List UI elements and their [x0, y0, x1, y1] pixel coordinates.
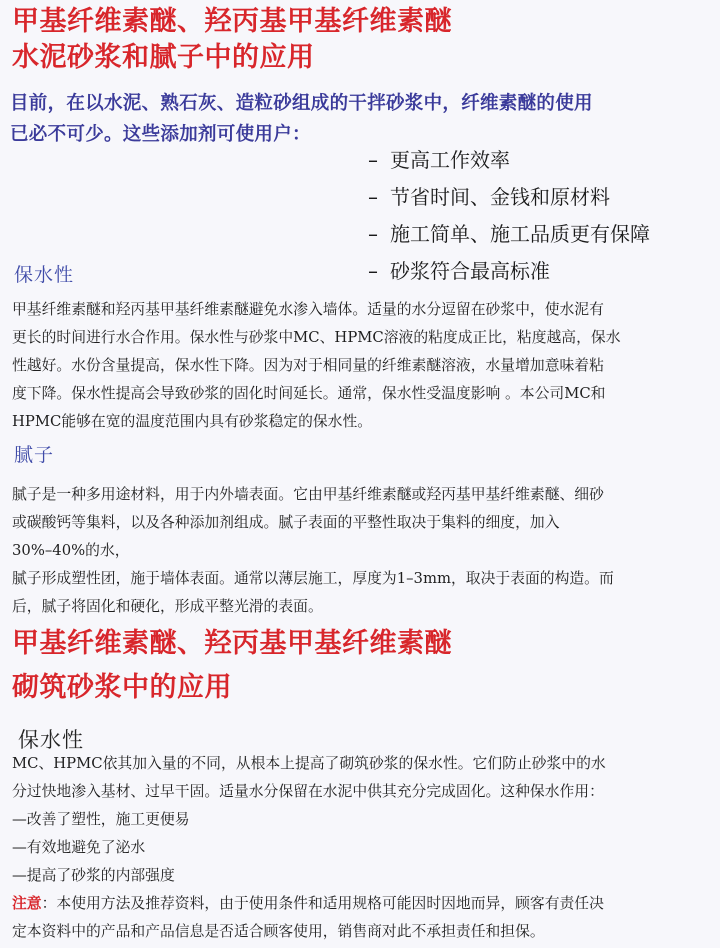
paragraph-line: 性越好。水份含量提高，保水性下降。因为对于相同量的纤维素醚溶液，水量增加意味着粘	[12, 357, 604, 374]
intro-line: 目前，在以水泥、熟石灰、造粒砂组成的干拌砂浆中，纤维素醚的使用	[10, 93, 593, 114]
dash-marker: –	[368, 148, 378, 172]
note-line: 定本资料中的产品和产品信息是否适合顾客使用，销售商对此不承担责任和担保。	[12, 923, 545, 940]
section2-title-line1: 甲基纤维素醚、羟丙基甲基纤维素醚	[12, 628, 452, 659]
note-line	[12, 890, 710, 918]
benefits-list	[368, 142, 650, 290]
paragraph-line: HPMC能够在宽的温度范围内具有砂浆稳定的保水性。	[12, 413, 373, 430]
water-retention-heading: 保水性	[14, 264, 75, 286]
benefit-item	[368, 142, 650, 179]
benefit-text: 节省时间、金钱和原材料	[390, 185, 610, 209]
benefit-text: 砂浆符合最高标准	[390, 259, 550, 283]
dash-marker: –	[368, 259, 378, 283]
note-text: ：本使用方法及推荐资料，由于使用条件和适用规格可能因时因地而异，顾客有责任决	[41, 895, 604, 912]
paragraph-line: —有效地避免了泌水	[12, 839, 146, 856]
paragraph-line: 更长的时间进行水合作用。保水性与砂浆中MC、HPMC溶液的粘度成正比，粘度越高，保水	[12, 329, 621, 346]
section1-title-line1: 甲基纤维素醚、羟丙基甲基纤维素醚	[12, 6, 452, 37]
paragraph-line: 腻子形成塑性团，施于墙体表面。通常以薄层施工，厚度为1–3mm，取决于表面的构造。而	[12, 570, 614, 587]
intro-line: 已必不可少。这些添加剂可使用户：	[10, 124, 311, 145]
benefit-item	[368, 179, 650, 216]
masonry-paragraph	[12, 750, 710, 946]
intro-paragraph	[10, 88, 710, 150]
benefit-item	[368, 216, 650, 253]
paragraph-line: 分过快地渗入基材、过早干固。适量水分保留在水泥中供其充分完成固化。这种保水作用：	[12, 783, 604, 800]
note-label: 注意	[12, 895, 42, 912]
masonry-water-retention-heading: 保水性	[18, 728, 84, 752]
putty-paragraph	[12, 481, 710, 621]
paragraph-line: 或碳酸钙等集料，以及各种添加剂组成。腻子表面的平整性取决于集料的细度，加入	[12, 514, 560, 531]
dash-marker: –	[368, 222, 378, 246]
paragraph-line: —提高了砂浆的内部强度	[12, 867, 175, 884]
paragraph-line: 腻子是一种多用途材料，用于内外墙表面。它由甲基纤维素醚或羟丙基甲基纤维素醚、细砂	[12, 486, 604, 503]
dash-marker: –	[368, 185, 378, 209]
section2-title-line2: 砌筑砂浆中的应用	[12, 672, 232, 703]
paragraph-line: 30%–40%的水，	[12, 542, 130, 559]
benefit-text: 更高工作效率	[390, 148, 510, 172]
paragraph-line: MC、HPMC依其加入量的不同，从根本上提高了砌筑砂浆的保水性。它们防止砂浆中的水	[12, 755, 606, 772]
section1-title-line2: 水泥砂浆和腻子中的应用	[12, 42, 315, 73]
benefit-text: 施工简单、施工品质更有保障	[390, 222, 650, 246]
paragraph-line: 甲基纤维素醚和羟丙基甲基纤维素醚避免水渗入墙体。适量的水分逗留在砂浆中，使水泥有	[12, 301, 604, 318]
putty-heading: 腻子	[14, 444, 55, 466]
water-retention-paragraph	[12, 296, 710, 436]
paragraph-line: —改善了塑性，施工更便易	[12, 811, 190, 828]
paragraph-line: 度下降。保水性提高会导致砂浆的固化时间延长。通常，保水性受温度影响 。本公司MC和	[12, 385, 606, 402]
benefit-item	[368, 253, 650, 290]
paragraph-line: 后，腻子将固化和硬化，形成平整光滑的表面。	[12, 598, 323, 615]
